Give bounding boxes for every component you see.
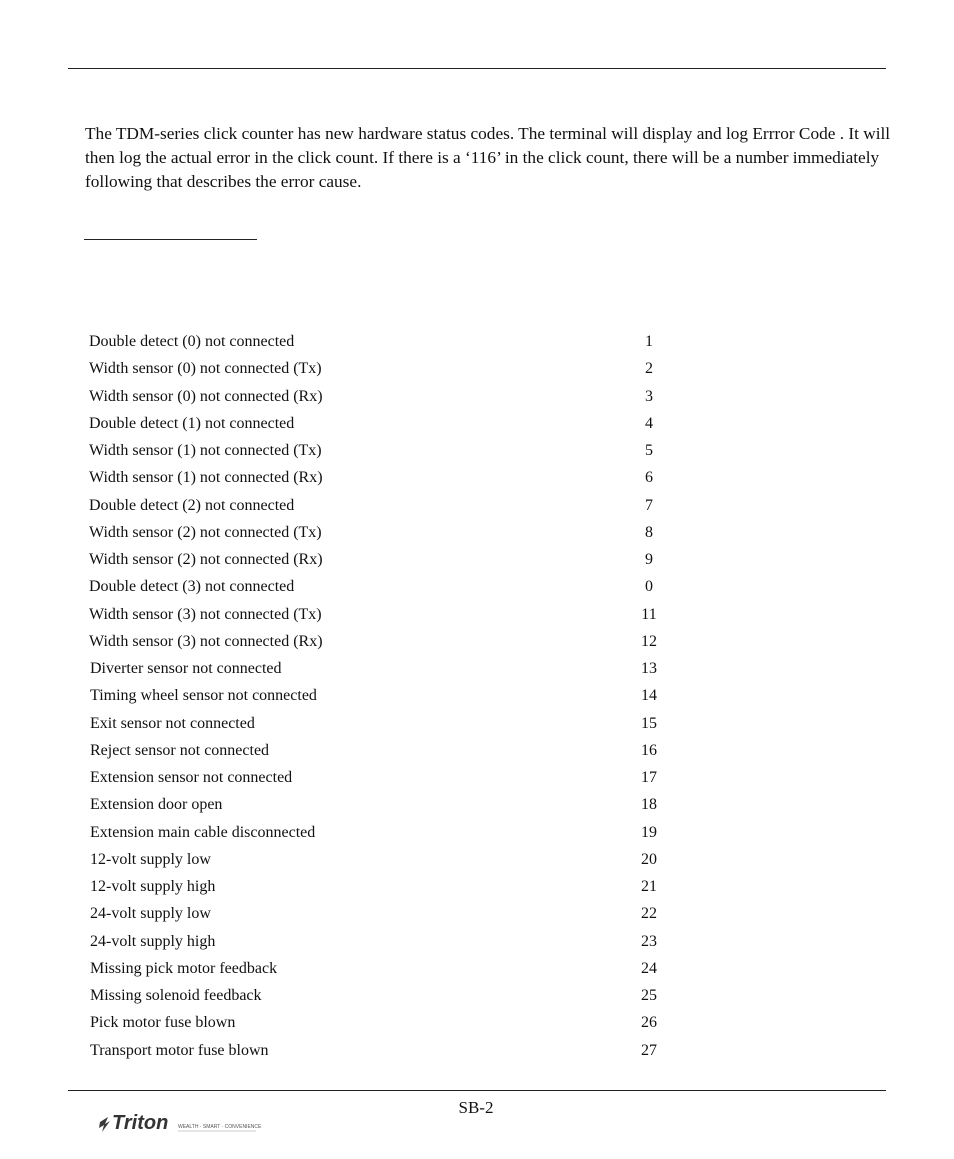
status-description: Timing wheel sensor not connected: [90, 687, 317, 705]
status-code-number: 26: [641, 1014, 657, 1032]
status-code-number: 0: [645, 578, 653, 596]
header-rule: [68, 68, 886, 69]
status-description: 24-volt supply low: [90, 905, 211, 923]
section-heading-underline: [84, 239, 257, 240]
table-row: [0, 794, 954, 821]
status-code-table: [0, 331, 954, 1067]
status-description: Double detect (1) not connected: [89, 414, 295, 432]
status-code-number: 24: [641, 959, 657, 977]
status-code-number: 21: [641, 878, 657, 895]
table-row: [0, 931, 954, 958]
table-row: [0, 985, 954, 1012]
status-code-number: 16: [641, 741, 657, 759]
status-code-number: 5: [645, 442, 653, 459]
status-code-number: 13: [641, 660, 657, 677]
status-description: Width sensor (0) not connected (Tx): [89, 360, 322, 378]
status-description: 24-volt supply high: [90, 932, 216, 950]
table-row: [0, 467, 954, 494]
status-code-number: 27: [641, 1041, 657, 1059]
status-description: 12-volt supply low: [90, 850, 211, 868]
table-row: [0, 576, 954, 603]
status-description: Double detect (0) not connected: [89, 333, 295, 350]
table-row: [0, 1040, 954, 1067]
table-row: [0, 822, 954, 849]
status-description: Double detect (2) not connected: [89, 496, 295, 514]
status-description: Pick motor fuse blown: [90, 1014, 236, 1032]
status-description: Reject sensor not connected: [90, 741, 270, 759]
status-description: Double detect (3) not connected: [89, 578, 295, 596]
status-description: Width sensor (3) not connected (Rx): [89, 632, 323, 650]
svg-text:Triton: Triton: [112, 1112, 169, 1134]
intro-paragraph: The TDM-series click counter has new hardware status codes. The terminal will display and log Errror Code . It will then log the actual error in the click count. If there is a ‘116’ in the click count, there will be a number immediately following that describes the error cause.: [85, 124, 891, 191]
table-row: [0, 358, 954, 385]
table-row: [0, 713, 954, 740]
table-row: [0, 522, 954, 549]
page-number: SB-2: [458, 1098, 494, 1117]
status-code-number: 12: [641, 632, 657, 650]
table-row: [0, 495, 954, 522]
triton-logo: [96, 1108, 266, 1142]
table-row: [0, 958, 954, 985]
status-code-number: 18: [641, 796, 657, 814]
status-code-number: 7: [645, 496, 653, 514]
table-row: [0, 876, 954, 903]
table-row: [0, 903, 954, 930]
status-code-number: 20: [641, 850, 657, 868]
status-description: Exit sensor not connected: [90, 714, 255, 732]
logo-bolt-icon: [99, 1117, 110, 1132]
table-row: [0, 849, 954, 876]
status-description: Transport motor fuse blown: [90, 1041, 269, 1059]
table-row: [0, 549, 954, 576]
table-row: [0, 440, 954, 467]
status-code-number: 2: [645, 360, 653, 378]
status-description: Width sensor (2) not connected (Rx): [89, 551, 323, 568]
status-description: Width sensor (1) not connected (Tx): [89, 442, 322, 459]
table-row: [0, 1012, 954, 1039]
status-code-number: 22: [641, 905, 657, 923]
footer-rule: [68, 1090, 886, 1091]
table-row: [0, 631, 954, 658]
table-row: [0, 685, 954, 712]
table-row: [0, 386, 954, 413]
status-description: Missing pick motor feedback: [90, 959, 278, 977]
status-code-number: 11: [641, 605, 657, 623]
status-description: Width sensor (0) not connected (Rx): [89, 387, 323, 405]
table-row: [0, 767, 954, 794]
table-row: [0, 658, 954, 685]
status-code-number: 15: [641, 714, 657, 732]
status-code-number: 8: [645, 523, 653, 541]
status-code-number: 3: [645, 387, 653, 405]
table-row: [0, 413, 954, 440]
status-description: Missing solenoid feedback: [90, 987, 262, 1004]
status-description: Extension door open: [90, 796, 223, 814]
status-description: Width sensor (3) not connected (Tx): [89, 605, 322, 623]
table-row: [0, 331, 954, 358]
status-code-number: 1: [645, 333, 653, 350]
status-code-number: 25: [641, 987, 657, 1004]
status-description: 12-volt supply high: [90, 878, 216, 895]
status-description: Width sensor (2) not connected (Tx): [89, 523, 322, 541]
table-row: [0, 740, 954, 767]
status-description: Extension sensor not connected: [90, 769, 293, 786]
status-code-number: 19: [641, 823, 657, 841]
table-row: [0, 604, 954, 631]
status-code-number: 14: [641, 687, 657, 705]
status-code-number: 6: [645, 469, 653, 487]
status-description: Extension main cable disconnected: [90, 823, 316, 841]
status-code-number: 4: [645, 414, 653, 432]
status-code-number: 17: [641, 769, 657, 786]
svg-text:WEALTH · SMART · CONVENIENCE: WEALTH · SMART · CONVENIENCE: [178, 1124, 262, 1130]
status-description: Width sensor (1) not connected (Rx): [89, 469, 323, 487]
status-code-number: 23: [641, 932, 657, 950]
status-description: Diverter sensor not connected: [90, 660, 282, 677]
status-code-number: 9: [645, 551, 653, 568]
